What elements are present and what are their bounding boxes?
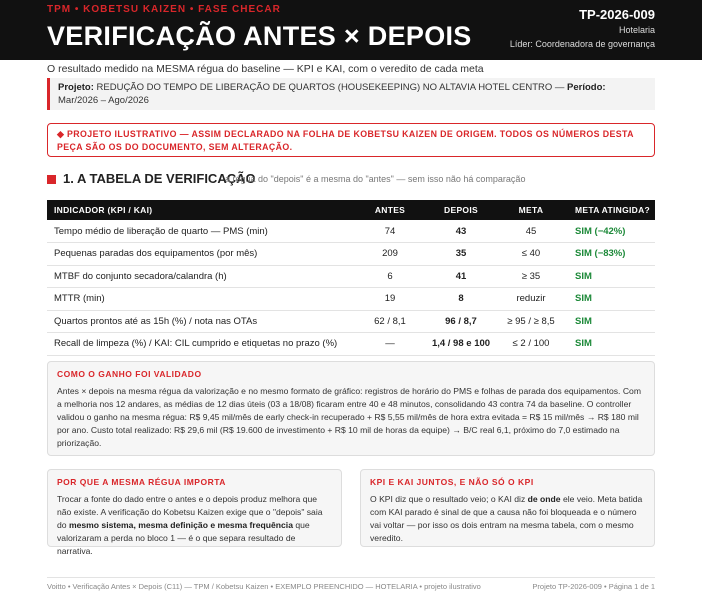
kpi-kai-title: KPI E KAI JUNTOS, E NÃO SÓ O KPI [370,477,534,487]
cell-target: ≤ 40 [497,243,565,266]
table-row [47,265,655,288]
cell-before: 19 [355,288,425,311]
cell-met: SIM [565,310,655,333]
cell-indicator: Recall de limpeza (%) / KAI: CIL cumprido e etiquetas no prazo (%) [47,333,355,356]
table-row [47,288,655,311]
same-ruler-title: POR QUE A MESMA RÉGUA IMPORTA [57,477,226,487]
illustrative-warning: ◆ PROJETO ILUSTRATIVO — ASSIM DECLARADO NA FOLHA DE KOBETSU KAIZEN DE ORIGEM. TODOS OS NÚMEROS DESTA PEÇA SÃO OS DO DOCUMENTO, SEM ALTERAÇÃO. [47,123,655,157]
verification-table [47,200,655,356]
same-ruler-text [57,493,332,558]
cell-before: 6 [355,265,425,288]
cell-after: 1,4 / 98 e 100 [425,333,497,356]
footer-left: Voitto • Verificação Antes × Depois (C11) — TPM / Kobetsu Kaizen • EXEMPLO PREENCHIDO — HOTELARIA • projeto ilustrativo [47,582,481,591]
cell-after: 43 [425,220,497,243]
footer-divider [47,577,655,578]
cell-before: — [355,333,425,356]
validation-text: Antes × depois na mesma régua da valorização e no mesmo formato de gráfico: registros de horário do PMS e folhas de parada dos equipamentos. Com a melhoria nos 12 andares, as médias de 12 dias úteis (03 a 18/08) ficaram entre 40 e 48 minutos, consolidando 43 contra 74 da baseline. O controller validou o ganho na mesma régua: R$ 9,45 mil/mês de early check-in recuperado + R$ 5,55 mil/mês de hora extra evitada = R$ 15 mil/mês → R$ 180 mil por ano. Custo total realizado: R$ 29,6 mil (R$ 19.600 de investimento + R$ 10 mil de horas da equipe) → B/C real 6,1, próximo do 7,0 estimado na priorização. [57,386,641,448]
cell-target: 45 [497,220,565,243]
kpi-kai-text-1: O KPI diz que o resultado veio; o KAI diz [370,494,526,504]
cell-met: SIM (−42%) [565,220,655,243]
cell-after: 8 [425,288,497,311]
kpi-kai-box [360,469,655,547]
cell-indicator: Pequenas paradas dos equipamentos (por mês) [47,243,355,266]
cell-after: 96 / 8,7 [425,310,497,333]
kpi-kai-emphasis: de onde [527,494,561,504]
col-before: ANTES [355,200,425,220]
section-marker [47,175,56,184]
cell-met: SIM (−83%) [565,243,655,266]
section-title: 1. A TABELA DE VERIFICAÇÃO [63,171,256,186]
col-met: META ATINGIDA? [565,200,655,220]
header-kicker: TPM • KOBETSU KAIZEN • FASE CHECAR [47,4,281,15]
table-row [47,220,655,243]
same-ruler-text-1: Trocar a fonte do dado entre o antes e o depois produz melhora que não existe. A verificação do Kobetsu Kaizen exige que o "depois" saia do [57,494,323,530]
page-title: VERIFICAÇÃO ANTES × DEPOIS [47,21,472,51]
cell-after: 35 [425,243,497,266]
col-indicator: INDICADOR (KPI / KAI) [47,200,355,220]
kpi-kai-text [370,493,645,545]
table-header-row [47,200,655,220]
period-value: Mar/2026 – Ago/2026 [58,95,149,106]
cell-target: ≤ 2 / 100 [497,333,565,356]
validation-box [47,361,655,456]
same-ruler-text-2: que valorizaram a perda no bloco 1 — é o que separa resultado de narrativa. [57,520,310,556]
section-note: a régua do "depois" é a mesma do "antes" — sem isso não há comparação [225,174,526,184]
cell-before: 209 [355,243,425,266]
table-row [47,333,655,356]
cell-met: SIM [565,333,655,356]
project-label: Projeto: [58,82,94,93]
page-subtitle: O resultado medido na MESMA régua do baseline — KPI e KAI, com o veredito de cada meta [47,63,484,75]
kpi-kai-text-2: ele veio. Meta batida com KAI parado é sinal de que a causa não foi bloqueada e o número vai voltar — por isso os dois entram na mesma tabela, com o mesmo veredito. [370,494,643,543]
cell-met: SIM [565,265,655,288]
page-header [0,0,702,60]
table-row [47,243,655,266]
validation-title: COMO O GANHO FOI VALIDADO [57,369,202,379]
cell-indicator: Quartos prontos até as 15h (%) / nota nas OTAs [47,310,355,333]
sector-label: Hotelaria [618,25,655,35]
cell-met: SIM [565,288,655,311]
cell-target: ≥ 35 [497,265,565,288]
cell-target: reduzir [497,288,565,311]
period-label: Período: [567,82,606,93]
cell-indicator: MTTR (min) [47,288,355,311]
cell-before: 62 / 8,1 [355,310,425,333]
project-name: REDUÇÃO DO TEMPO DE LIBERAÇÃO DE QUARTOS (HOUSEKEEPING) NO ALTAVIA HOTEL CENTRO — [96,82,565,93]
col-target: META [497,200,565,220]
cell-before: 74 [355,220,425,243]
cell-target: ≥ 95 / ≥ 8,5 [497,310,565,333]
footer-right: Projeto TP-2026-009 • Página 1 de 1 [532,582,655,591]
project-info [47,78,655,110]
col-after: DEPOIS [425,200,497,220]
table-row [47,310,655,333]
same-ruler-box [47,469,342,556]
cell-after: 41 [425,265,497,288]
cell-indicator: MTBF do conjunto secadora/calandra (h) [47,265,355,288]
cell-indicator: Tempo médio de liberação de quarto — PMS (min) [47,220,355,243]
same-ruler-emphasis: mesmo sistema, mesma definição e mesma frequência [68,520,293,530]
project-code: TP-2026-009 [579,7,655,22]
leader-label: Líder: Coordenadora de governança [509,39,655,49]
section-header [47,171,655,189]
